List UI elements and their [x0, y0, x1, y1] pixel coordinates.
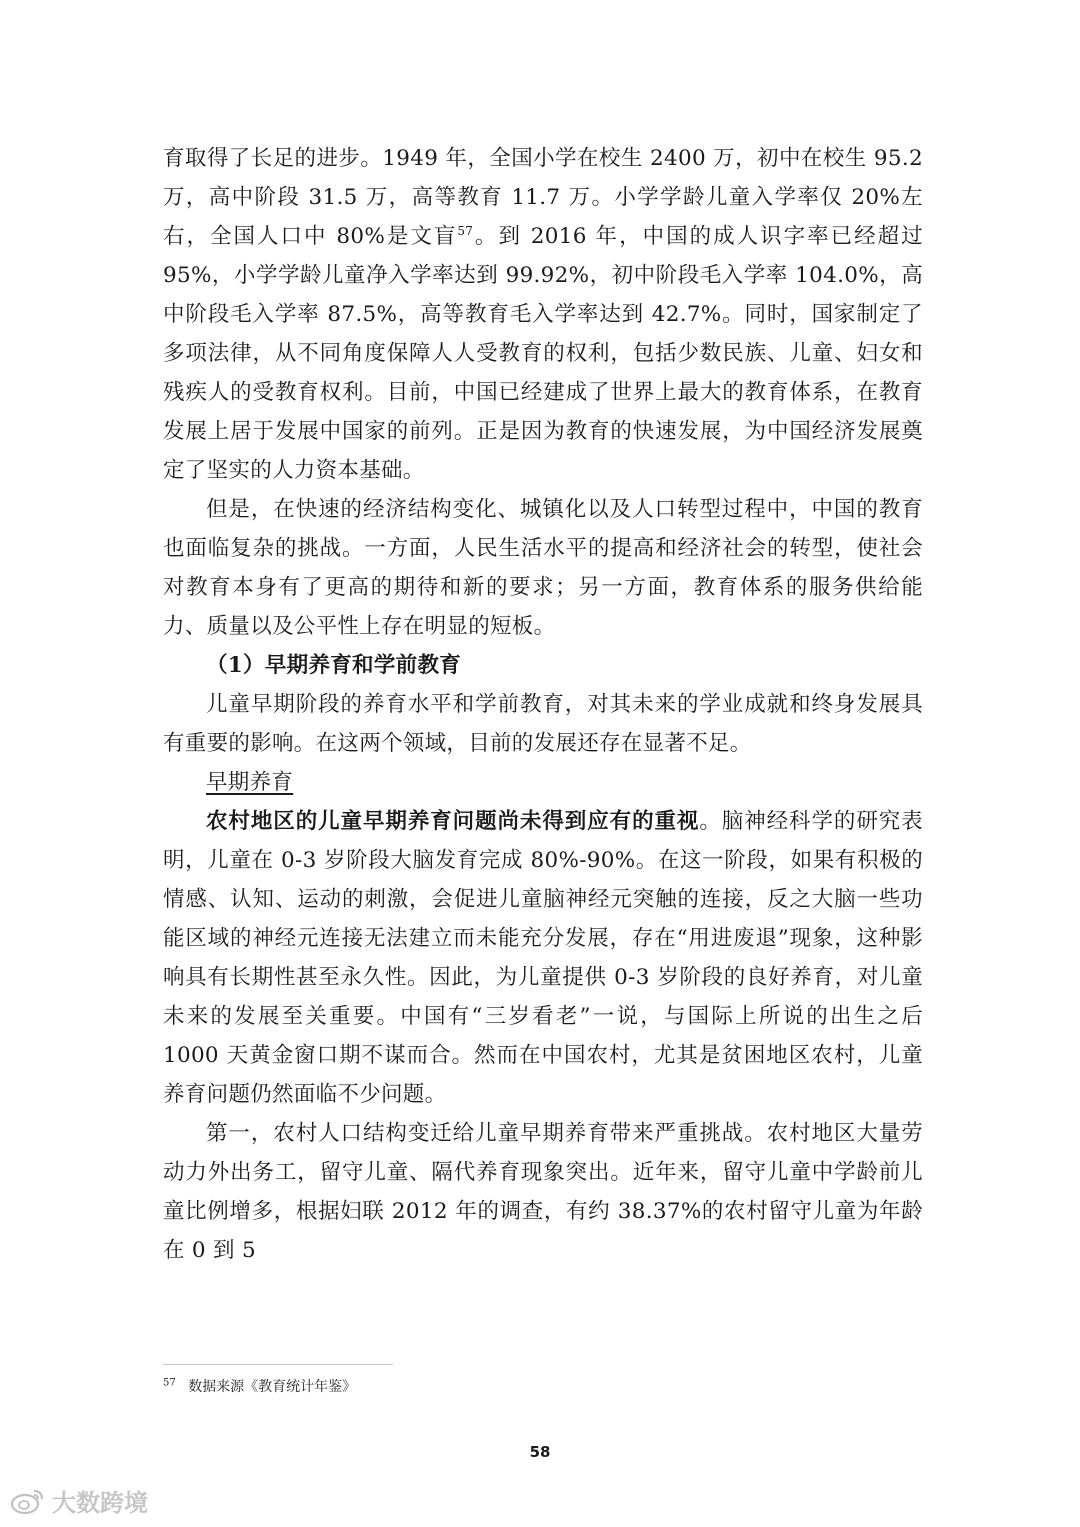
watermark [10, 1483, 148, 1518]
paragraph-rural-parenting [163, 802, 923, 1114]
paragraph-challenges: 但是，在快速的经济结构变化、城镇化以及人口转型过程中，中国的教育也面临复杂的挑战。一方面，人民生活水平的提高和经济社会的转型，使社会对教育本身有了更高的期待和新的要求；另一方面，教育体系的服务供给能力、质量以及公平性上存在明显的短板。 [163, 497, 923, 639]
emphasis-text: 农村地区的儿童早期养育问题尚未得到应有的重视 [206, 809, 700, 834]
paragraph-early-childhood: 儿童早期阶段的养育水平和学前教育，对其未来的学业成就和终身发展具有重要的影响。在这两个领域，目前的发展还存在显著不足。 [163, 692, 923, 756]
body-text [163, 139, 923, 1270]
page-number: 58 [529, 1443, 551, 1461]
paragraph-text: 。到 2016 年，中国的成人识字率已经超过 95%，小学学龄儿童净入学率达到 99.92%，初中阶段毛入学率 104.0%，高中阶段毛入学率 87.5%，高等教育毛入学率达到 42.7%。同时，国家制定了多项法律，从不同角度保障人人受教育的权利，包括少数民族、儿童、妇女和残疾人的受教育权利。目前，中国已经建成了世界上最大的教育体系，在教育发展上居于发展中国家的前列。正是因为教育的快速发展，为中国经济发展奠定了坚实的人力资本基础。 [163, 224, 923, 483]
footnote-number: 57 [163, 1377, 176, 1389]
paragraph-population-change: 第一，农村人口结构变迁给儿童早期养育带来严重挑战。农村地区大量劳动力外出务工，留守儿童、隔代养育现象突出。近年来，留守儿童中学龄前儿童比例增多，根据妇联 2012 年的调查，有约 38.37%的农村留守儿童为年龄在 0 到 5 [163, 1121, 923, 1263]
watermark-text: 大数跨境 [52, 1489, 148, 1517]
footnote [163, 1378, 356, 1396]
footnote-divider [163, 1364, 393, 1365]
section-heading: （1）早期养育和学前教育 [206, 653, 462, 678]
paragraph-text: 育取得了长足的进步。1949 年，全国小学在校生 2400 万，初中在校生 95.2 万，高中阶段 31.5 万，高等教育 11.7 万。小学学龄儿童入学率仅 20%左右，全国人口中 80%是文盲 [163, 146, 923, 249]
footnote-text: 数据来源《教育统计年鉴》 [188, 1379, 357, 1395]
paragraph-text: 。脑神经科学的研究表明，儿童在 0-3 岁阶段大脑发育完成 80%-90%。在这一阶段，如果有积极的情感、认知、运动的刺激，会促进儿童脑神经元突触的连接，反之大脑一些功能区域的神经元连接无法建立而未能充分发展，存在“用进废退”现象，这种影响具有长期性甚至永久性。因此，为儿童提供 0-3 岁阶段的良好养育，对儿童未来的发展至关重要。中国有“三岁看老”一说，与国际上所说的出生之后 1000 天黄金窗口期不谋而合。然而在中国农村，尤其是贫困地区农村，儿童养育问题仍然面临不少问题。 [163, 809, 923, 1107]
subsection-heading: 早期养育 [206, 770, 294, 795]
weibo-logo-icon [10, 1487, 46, 1515]
footnote-reference[interactable]: 57 [457, 223, 474, 238]
paragraph-education-progress [163, 139, 923, 490]
